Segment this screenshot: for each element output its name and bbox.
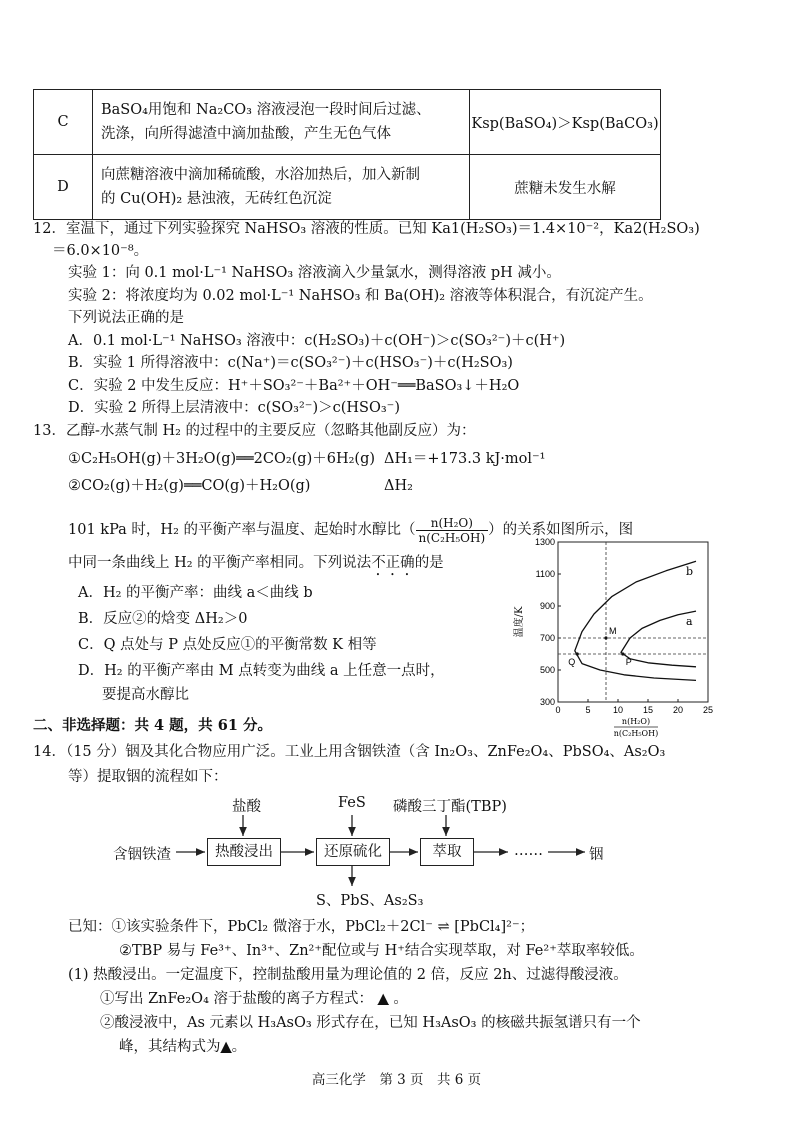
reagent-tbp: 磷酸三丁酯(TBP) (393, 799, 507, 815)
q12-option-b: B．实验 1 所得溶液中：c(Na⁺)＝c(SO₃²⁻)＋c(HSO₃⁻)＋c(H₂SO₃) (68, 355, 513, 371)
page-footer: 高三化学 第 3 页 共 6 页 (311, 1072, 482, 1088)
x-tick-label: 20 (672, 705, 684, 715)
table-cell-label: C (34, 90, 93, 155)
table-text: 的 Cu(OH)₂ 悬浊液，无砖红色沉淀 (101, 191, 332, 207)
x-tick-label: 25 (702, 705, 714, 715)
x-axis-label-numerator: n(H₂O) (621, 717, 651, 726)
y-tick-label: 300 (539, 697, 555, 707)
flow-ellipsis: …… (514, 843, 543, 859)
q12-option-d: D．实验 2 所得上层清液中：c(SO₃²⁻)＞c(HSO₃⁻) (68, 400, 400, 416)
q13-reaction-2: ②CO₂(g)＋H₂(g)══CO(g)＋H₂O(g) (68, 478, 311, 494)
q14-sub-1a (100, 989, 408, 1009)
x-tick-label: 0 (555, 705, 561, 715)
y-tick-label: 500 (539, 665, 555, 675)
x-tick-label: 10 (612, 705, 624, 715)
q14-stem: 14．（15 分）铟及其化合物应用广泛。工业上用含铟铁渣（含 In₂O₃、ZnFe₂O₄、PbSO₄、As₂O₃ (33, 744, 666, 760)
flow-output: 铟 (589, 847, 604, 863)
point-label-Q: Q (568, 657, 576, 667)
y-tick-label: 700 (539, 633, 555, 643)
q13-emphasis: 不正确 (371, 555, 415, 571)
q14-stem-cont: 等）提取铟的流程如下： (68, 769, 228, 785)
q12-option-c: C．实验 2 中发生反应：H⁺＋SO₃²⁻＋Ba²⁺＋OH⁻══BaSO₃↓＋H₂O (68, 378, 520, 394)
q13-text: 的是 (414, 555, 444, 571)
curve-label-b: b (686, 565, 694, 579)
step-hot-acid-leach: 热酸浸出 (207, 838, 281, 866)
x-tick-label: 15 (642, 705, 654, 715)
table-text: BaSO₄用饱和 Na₂CO₃ 溶液浸泡一段时间后过滤、 (101, 102, 431, 118)
q14-sub-1b: ②酸浸液中，As 元素以 H₃AsO₃ 形式存在，已知 H₃AsO₃ 的核磁共振氢谱只有一个 (100, 1015, 641, 1031)
y-tick-label: 1100 (535, 569, 555, 579)
byproduct-label: S、PbS、As₂S₃ (316, 893, 424, 909)
y-tick-label: 900 (539, 601, 555, 611)
y-axis-label: 温度/K (514, 606, 525, 638)
q14-text: 峰，其结构式为 (119, 1039, 221, 1055)
table-cell-conclusion: 蔗糖未发生水解 (470, 155, 661, 220)
period: 。 (393, 991, 408, 1007)
q14-sub-1b-cont (119, 1037, 246, 1057)
point-label-M: M (609, 626, 617, 636)
q13-option-b: B．反应②的焓变 ΔH₂＞0 (78, 611, 248, 627)
q13-stem: 13．乙醇-水蒸气制 H₂ 的过程中的主要反应（忽略其他副反应）为： (33, 423, 476, 439)
flow-input: 含铟铁渣 (113, 847, 171, 863)
q13-option-c: C．Q 点处与 P 点处反应①的平衡常数 K 相等 (78, 637, 377, 653)
reagent-fes: FeS (338, 795, 366, 811)
answer-blank: ▲ (377, 991, 389, 1007)
period: 。 (231, 1039, 247, 1055)
frac-denominator: n(C₂H₅OH) (418, 530, 486, 545)
step-extraction: 萃取 (420, 838, 474, 866)
table-cell-conclusion: Ksp(BaSO₄)＞Ksp(BaCO₃) (470, 90, 661, 155)
q13-text: ）的关系如图所示，图 (488, 522, 634, 538)
table-cell-label: D (34, 155, 93, 220)
x-tick-label: 5 (585, 705, 591, 715)
q13-text: 中同一条曲线上 H₂ 的平衡产率相同。下列说法 (68, 555, 372, 571)
reagent-hcl: 盐酸 (232, 799, 261, 815)
q12-exp1: 实验 1：向 0.1 mol·L⁻¹ NaHSO₃ 溶液滴入少量氯水，测得溶液 pH 减小。 (68, 265, 561, 281)
table-text: 洗涤，向所得滤渣中滴加盐酸，产生无色气体 (101, 126, 391, 142)
q14-text: ①写出 ZnFe₂O₄ 溶于盐酸的离子方程式： (100, 991, 373, 1007)
q13-option-d-cont: 要提高水醇比 (102, 687, 189, 703)
q14-known-1: 已知：①该实验条件下，PbCl₂ 微溶于水，PbCl₂＋2Cl⁻ ⇌ [PbCl₄]²⁻； (68, 919, 535, 935)
q13-reaction-2-enthalpy: ΔH₂ (384, 478, 413, 494)
q12-stem-cont: ＝6.0×10⁻⁸。 (52, 243, 149, 259)
q13-reaction-1-enthalpy: ΔH₁＝+173.3 kJ·mol⁻¹ (384, 451, 546, 467)
q14-sub-1: (1) 热酸浸出。一定温度下，控制盐酸用量为理论值的 2 倍，反应 2h、过滤得酸浸液。 (68, 967, 628, 983)
q12-ask: 下列说法正确的是 (68, 310, 184, 326)
x-axis-label-denominator: n(C₂H₅OH) (613, 729, 659, 738)
frac-numerator: n(H₂O) (416, 516, 489, 531)
q12-option-a: A．0.1 mol·L⁻¹ NaHSO₃ 溶液中：c(H₂SO₃)＋c(OH⁻)＞c(SO₃²⁻)＋c(H⁺) (68, 333, 566, 349)
table-text: 向蔗糖溶液中滴加稀硫酸，水浴加热后，加入新制 (101, 167, 420, 183)
y-tick-label: 1300 (534, 537, 555, 547)
q13-text: 101 kPa 时，H₂ 的平衡产率与温度、起始时水醇比（ (68, 522, 416, 538)
section-heading: 二、非选择题：共 4 题，共 61 分。 (33, 717, 272, 734)
point-label-P: P (625, 657, 632, 667)
q13-option-a: A．H₂ 的平衡产率：曲线 a＜曲线 b (78, 585, 313, 601)
q12-stem: 12．室温下，通过下列实验探究 NaHSO₃ 溶液的性质。已知 Ka1(H₂SO₃)＝1.4×10⁻²，Ka2(H₂SO₃) (33, 221, 700, 237)
q13-reaction-1: ①C₂H₅OH(g)＋3H₂O(g)══2CO₂(g)＋6H₂(g) (68, 451, 376, 467)
q12-exp2: 实验 2：将浓度均为 0.02 mol·L⁻¹ NaHSO₃ 和 Ba(OH)₂ 溶液等体积混合，有沉淀产生。 (68, 288, 653, 304)
curve-label-a: a (686, 615, 693, 629)
q13-option-d: D．H₂ 的平衡产率由 M 点转变为曲线 a 上任意一点时， (78, 663, 445, 679)
step-reduce-sulfide: 还原硫化 (316, 838, 390, 866)
q14-known-2: ②TBP 易与 Fe³⁺、In³⁺、Zn²⁺配位或与 H⁺结合实现萃取，对 Fe²⁺萃取率较低。 (119, 943, 644, 959)
answer-blank: ▲ (220, 1039, 232, 1055)
